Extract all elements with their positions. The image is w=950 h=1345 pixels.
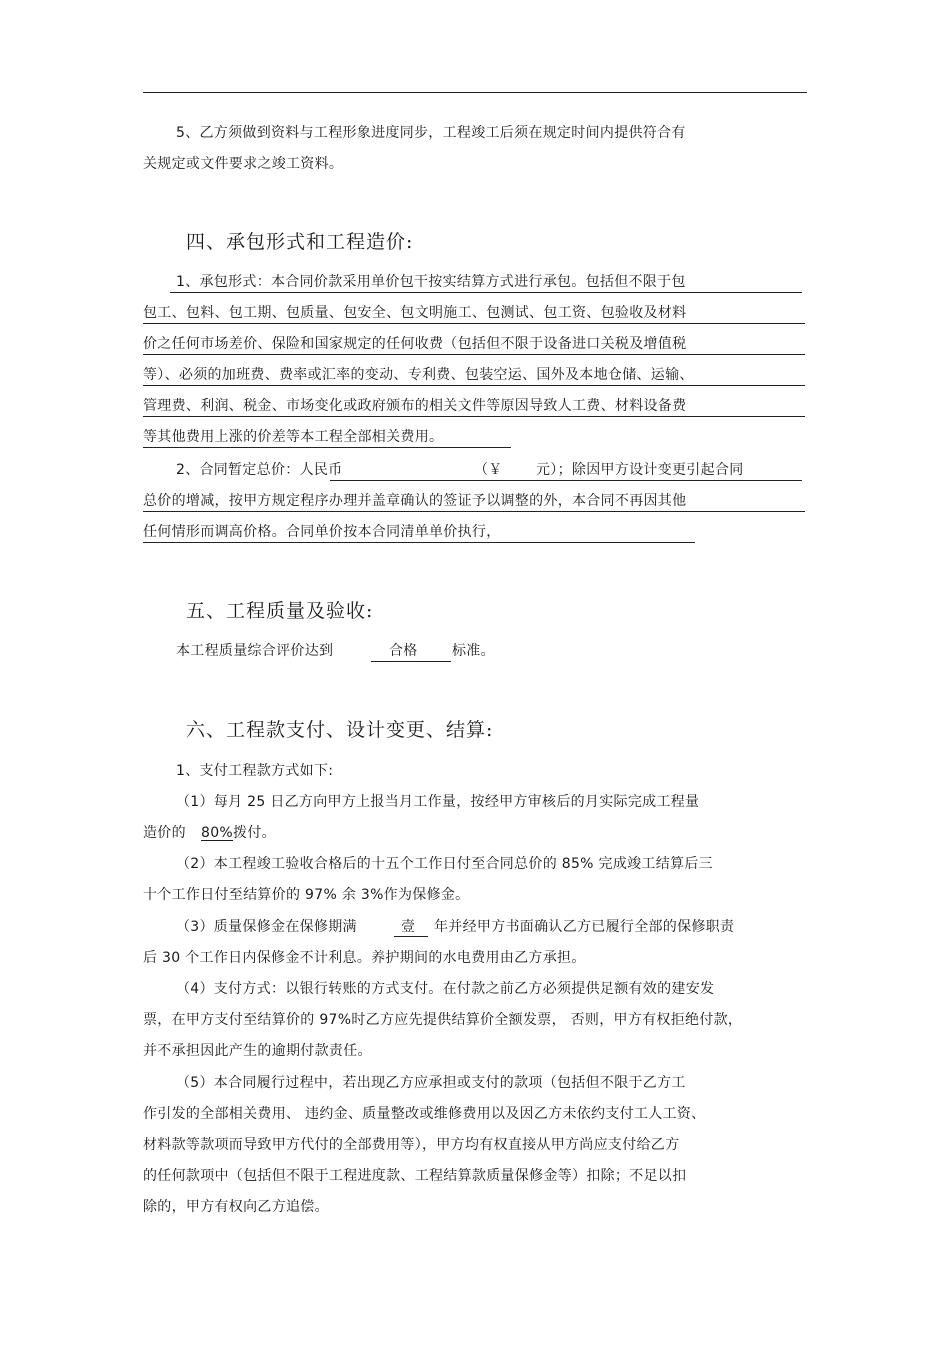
s6-p1-line2-prefix: 造价的 [143,825,186,841]
underline [143,385,805,386]
s4-item2-line: 任何情形而调高价格。合同单价按本合同清单单价执行， [143,524,501,540]
s6-p5-line: 的任何款项中（包括但不限于工程进度款、工程结算款质量保修金等）扣除；不足以扣 [143,1168,687,1184]
section5-heading: 五、工程质量及验收: [186,600,374,622]
s6-sub1: 1、支付工程款方式如下: [176,763,334,779]
underline [143,416,805,417]
s4-item2-yuan: 元）；除因甲方设计变更引起合同 [536,462,744,478]
underline [394,936,428,937]
s4-item2-prefix: 2、合同暂定总价：人民币 [176,462,343,478]
underline [143,511,805,512]
section4-heading: 四、承包形式和工程造价: [186,231,414,253]
s4-item1-line: 价之任何市场差价、保险和国家规定的任何收费（包括但不限于设备进口关税及增值税 [143,336,687,352]
s6-p4-line: （4）支付方式：以银行转账的方式支付。在付款之前乙方必须提供足额有效的建安发 [176,981,715,997]
underline [143,542,695,543]
section6-heading: 六、工程款支付、设计变更、结算: [186,719,494,741]
s6-p5-line: 除的，甲方有权向乙方追偿。 [143,1199,329,1215]
underline [170,292,802,293]
s6-p1-pct: 80% [201,825,234,841]
s4-item1-line: 等）、必须的加班费、费率或汇率的变动、专利费、包装空运、国外及本地仓储、运输、 [143,367,694,383]
s6-p5-line: 材料款等款项而导致甲方代付的全部费用等），甲方均有权直接从甲方尚应支付给乙方 [143,1137,680,1153]
s6-p3-years: 壹 [401,919,416,935]
s5-text-prefix: 本工程质量综合评价达到 [176,643,334,659]
underline [330,480,802,481]
s6-p5-line: 作引发的全部相关费用、 违约金、质量整改或维修费用以及因乙方未依约支付工人工资、 [143,1106,706,1122]
underline [143,354,805,355]
s4-item1-line: 包工、包料、包工期、包质量、包安全、包文明施工、包测试、包工资、包验收及材料 [143,305,687,321]
s6-p2-line2: 十个工作日付至结算价的 97% 余 3%作为保修金。 [143,887,470,903]
underline [143,447,511,448]
s6-p5-line: （5）本合同履行过程中，若出现乙方应承担或支付的款项（包括但不限于乙方工 [176,1075,686,1091]
s6-p2-line1: （2）本工程竣工验收合格后的十五个工作日付至合同总价的 85% 完成竣工结算后三 [176,856,713,872]
s6-p4-line: 票，在甲方支付至结算价的 97%时乙方应先提供结算价全额发票， 否则，甲方有权拒绝付款， [143,1012,743,1028]
s6-p3-line2: 后 30 个工作日内保修金不计利息。养护期间的水电费用由乙方承担。 [143,950,586,966]
underline [143,323,805,324]
s4-item1-line: 等其他费用上涨的价差等本工程全部相关费用。 [143,429,444,445]
s4-item2-line: 总价的增减，按甲方规定程序办理并盖章确认的签证予以调整的外，本合同不再因其他 [143,493,687,509]
s4-item1-line: 管理费、利润、税金、市场变化或政府颁布的相关文件等原因导致人工费、材料设备费 [143,398,687,414]
s6-p1-line2-suffix: 拨付。 [233,825,276,841]
s6-p1-line1: （1）每月 25 日乙方向甲方上报当月工作量，按经甲方审核后的月实际完成工程量 [176,794,700,810]
header-rule [143,92,807,93]
s4-item1-line: 1、承包形式：本合同价款采用单价包干按实结算方式进行承包。包括但不限于包 [176,274,686,290]
underline [371,661,451,662]
s6-p4-line: 并不承担因此产生的逾期付款责任。 [143,1043,372,1059]
item5-line2: 关规定或文件要求之竣工资料。 [143,156,344,172]
s4-item2-yen: （￥ [474,462,503,478]
s5-quality-value: 合格 [389,643,418,659]
s5-text-suffix: 标准。 [452,643,495,659]
s6-p3-prefix: （3）质量保修金在保修期满 [176,919,357,935]
s6-p3-suffix: 年并经甲方书面确认乙方已履行全部的保修职责 [434,919,735,935]
item5-line1: 5、乙方须做到资料与工程形象进度同步，工程竣工后须在规定时间内提供符合有 [176,125,686,141]
